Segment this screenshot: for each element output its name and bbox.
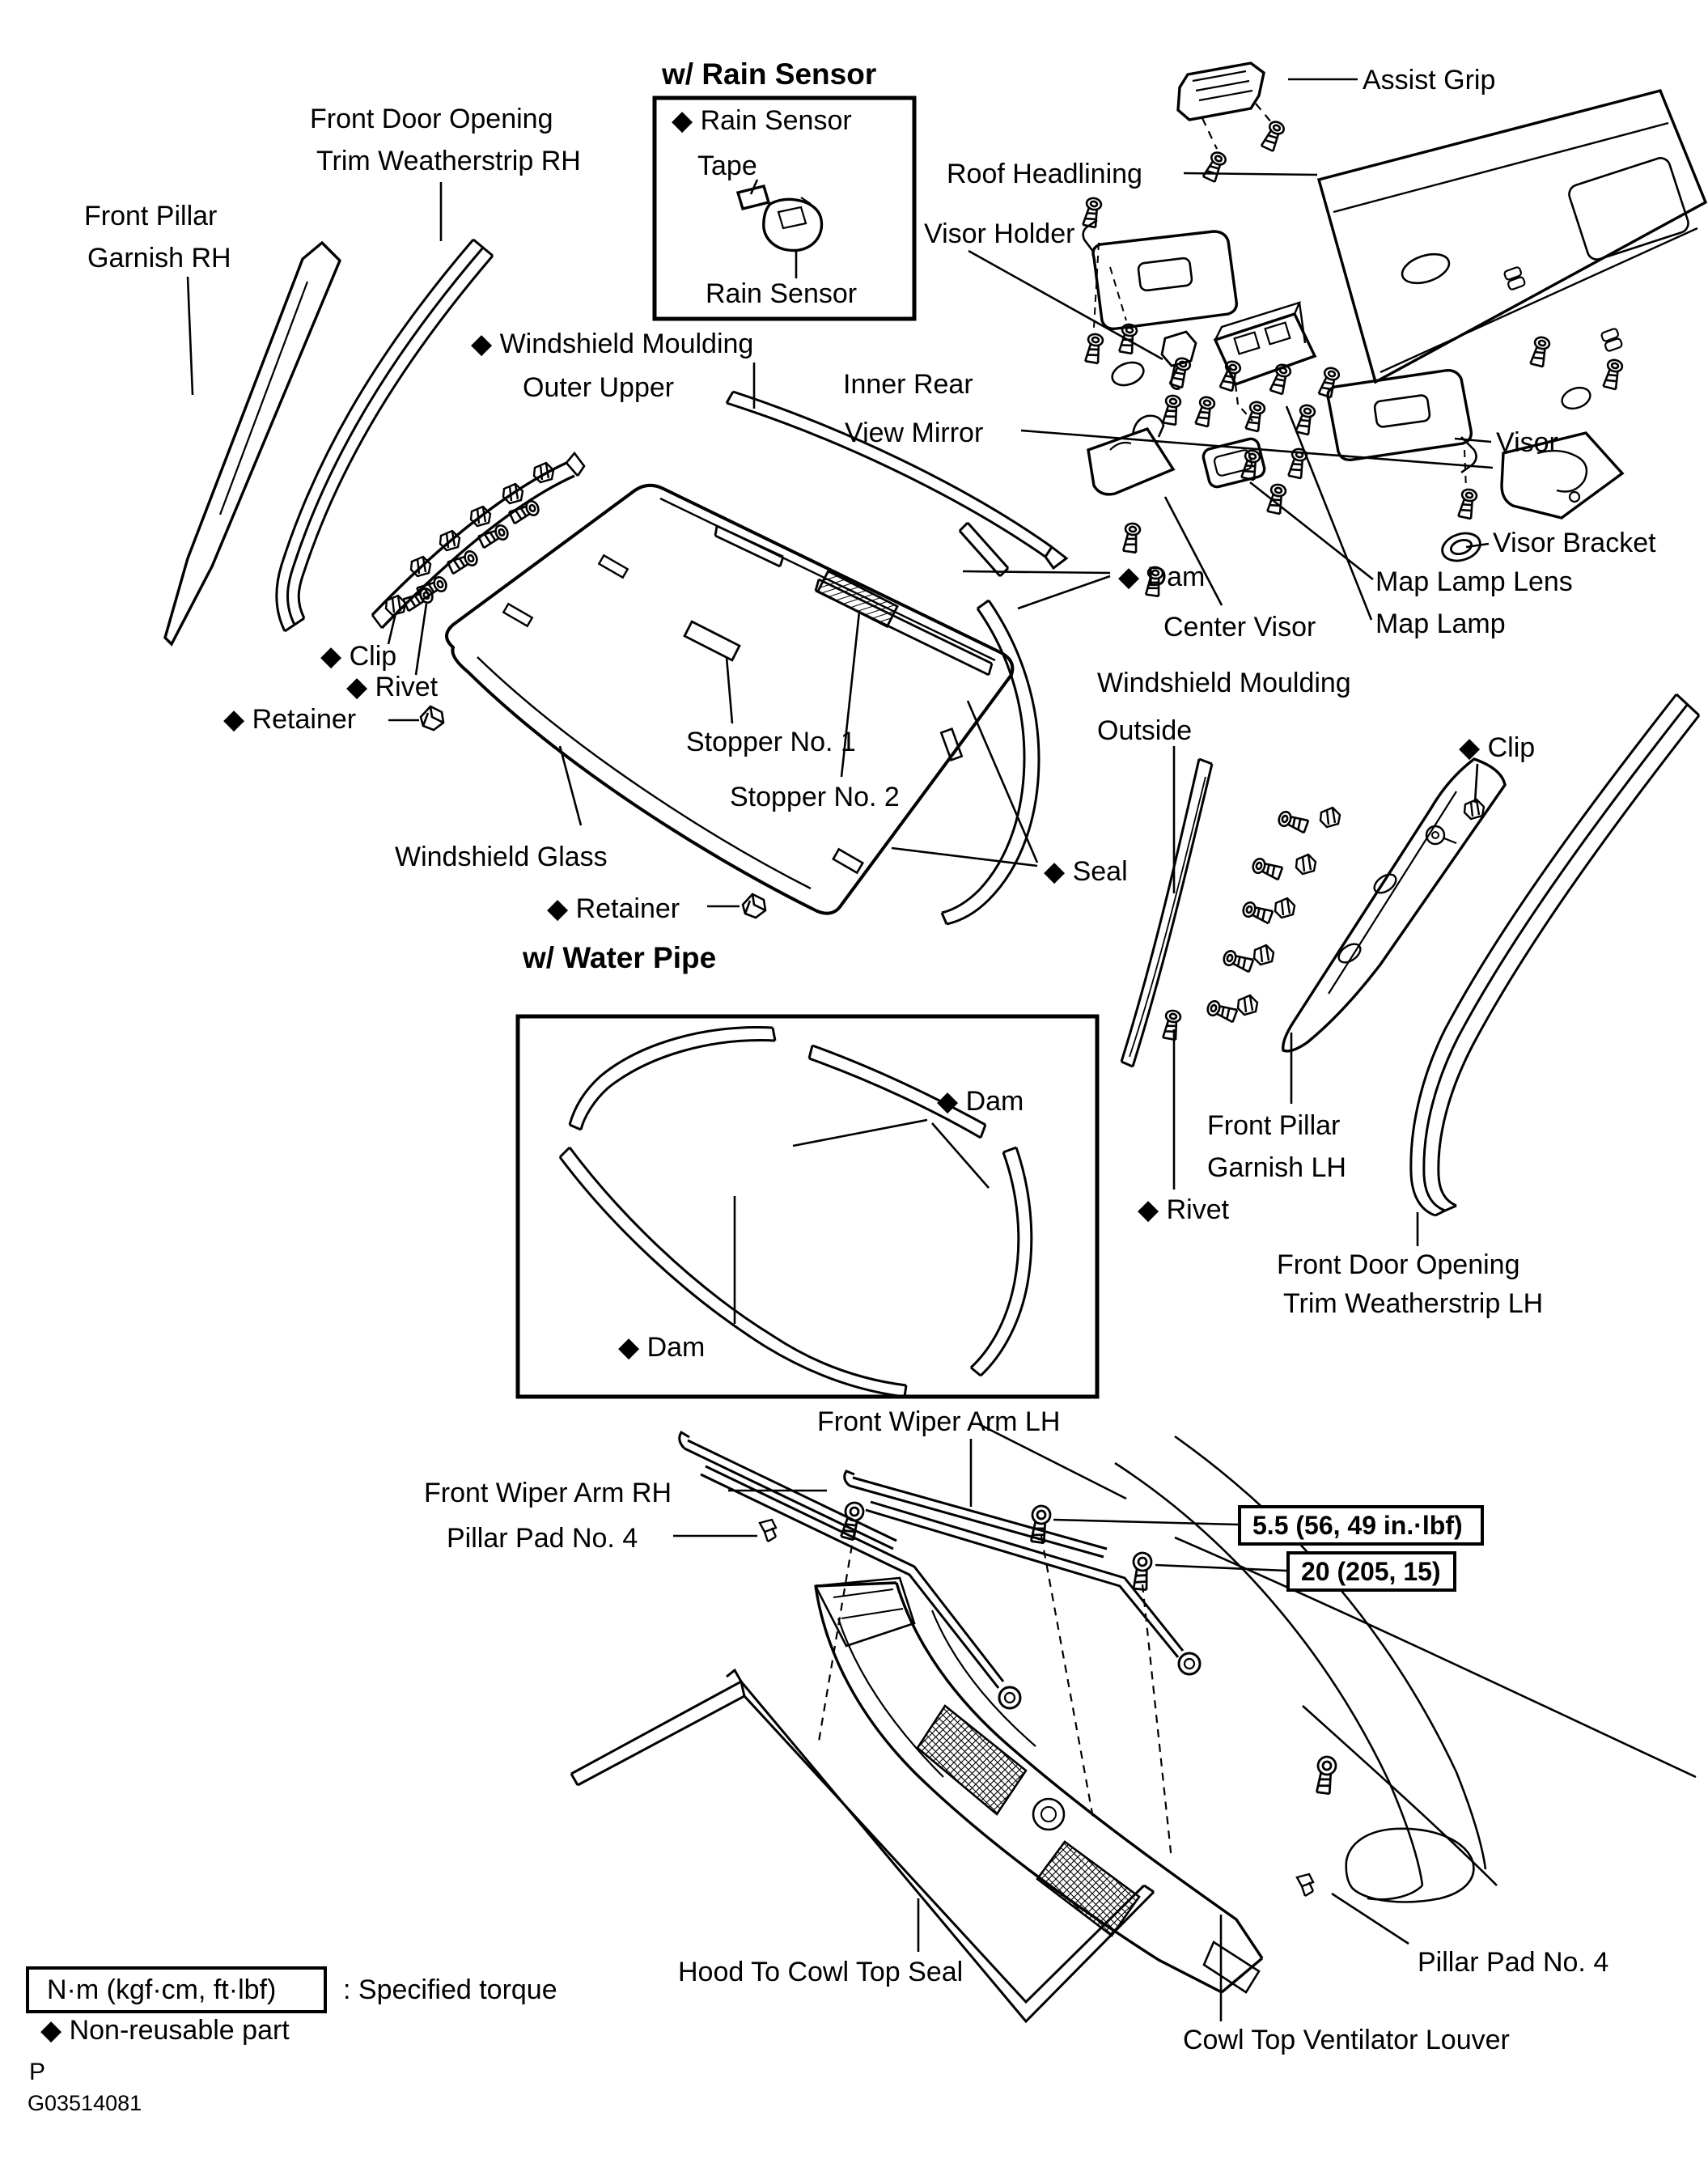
- label-visor-holder: Visor Holder: [924, 218, 1075, 249]
- rain-sensor-body: [764, 199, 822, 250]
- label-dam-right: ◆ Dam: [1118, 562, 1206, 592]
- label-fp-garnish-rh-1: Front Pillar: [84, 201, 218, 231]
- stopper-no2-part: [684, 621, 740, 660]
- weatherstrip-lh: [1411, 694, 1699, 1215]
- label-retainer-lower: ◆ Retainer: [547, 893, 680, 924]
- label-inner-mirror-1: Inner Rear: [843, 369, 973, 400]
- label-torque-20: 20 (205, 15): [1301, 1557, 1441, 1586]
- leader-lines: [188, 79, 1493, 2021]
- label-rain-sensor-name: Rain Sensor: [706, 278, 858, 309]
- label-fdo-trim-rh-1: Front Door Opening: [310, 104, 553, 134]
- glass-slot-1: [503, 604, 532, 626]
- labels-layer: [28, 57, 1656, 2115]
- roof-headlining-panel: [1319, 91, 1706, 382]
- screw-cluster: [1169, 357, 1341, 515]
- label-rain-sensor-item: ◆ Rain Sensor: [672, 105, 852, 136]
- windshield-moulding-outside-part: [1121, 759, 1484, 1067]
- label-map-lamp-lens: Map Lamp Lens: [1375, 566, 1573, 597]
- windshield-moulding-left-arc: [372, 453, 584, 628]
- label-dam-wp-bottom: ◆ Dam: [618, 1332, 706, 1363]
- door-mirror: [1346, 1829, 1474, 1902]
- label-visor: Visor: [1496, 427, 1558, 458]
- label-seal: ◆ Seal: [1044, 856, 1128, 887]
- label-fp-garnish-lh-1: Front Pillar: [1207, 1110, 1341, 1141]
- car-body-outline: [979, 1424, 1696, 1902]
- cowl-top-ventilator-louver-part: [816, 1578, 1337, 1992]
- label-wm-outside-1: Windshield Moulding: [1097, 668, 1351, 698]
- label-wm-outside-2: Outside: [1097, 715, 1193, 746]
- diagram-line-art: [165, 63, 1706, 2021]
- label-clip-left: ◆ Clip: [320, 641, 397, 672]
- label-page-marker: P: [29, 2059, 46, 2085]
- label-center-visor: Center Visor: [1163, 612, 1316, 643]
- visor-right: [1328, 371, 1477, 520]
- label-fdo-trim-lh-2: Trim Weatherstrip LH: [1283, 1288, 1544, 1319]
- wiper-bolt-20: [1131, 1552, 1152, 1590]
- front-pillar-garnish-rh: [165, 243, 340, 644]
- label-rivet-left: ◆ Rivet: [346, 672, 439, 702]
- pillar-pad-right-icon: [1297, 1874, 1313, 1896]
- label-wm-outer-upper-2: Outer Upper: [523, 372, 675, 403]
- label-pillar-pad-right: Pillar Pad No. 4: [1418, 1947, 1609, 1978]
- label-pillar-pad-left: Pillar Pad No. 4: [447, 1523, 638, 1554]
- retainer-lower-icon: [743, 894, 765, 918]
- label-assist-grip: Assist Grip: [1363, 65, 1496, 95]
- label-figure-code: G03514081: [28, 2091, 142, 2115]
- weatherstrip-rh: [277, 240, 493, 631]
- glass-slot-2: [599, 555, 627, 577]
- dashed-leaders: [819, 104, 1272, 1860]
- label-dam-wp-top: ◆ Dam: [937, 1086, 1024, 1117]
- retainer-left-icon: [421, 706, 443, 730]
- label-rivet-right: ◆ Rivet: [1138, 1194, 1230, 1225]
- label-visor-bracket: Visor Bracket: [1493, 528, 1656, 558]
- rain-sensor-inset-art: [738, 186, 822, 251]
- label-legend-torque: N·m (kgf·cm, ft·lbf): [47, 1974, 277, 2005]
- assist-grip-part: [1178, 63, 1286, 182]
- label-hood-cowl-seal: Hood To Cowl Top Seal: [678, 1957, 964, 1987]
- label-fdo-trim-rh-2: Trim Weatherstrip RH: [316, 146, 581, 176]
- label-rain-tape: Tape: [697, 151, 757, 181]
- label-windshield-glass: Windshield Glass: [395, 842, 608, 872]
- label-inner-mirror-2: View Mirror: [845, 418, 984, 448]
- label-fw-arm-lh: Front Wiper Arm LH: [817, 1406, 1061, 1437]
- wiper-bolt-55: [1028, 1505, 1051, 1544]
- label-retainer-left: ◆ Retainer: [223, 704, 357, 735]
- label-inset-rain-title: w/ Rain Sensor: [662, 57, 877, 91]
- pillar-pad-left-icon: [760, 1520, 776, 1542]
- label-clip-right: ◆ Clip: [1459, 732, 1536, 763]
- label-fp-garnish-lh-2: Garnish LH: [1207, 1152, 1346, 1183]
- label-fw-arm-rh: Front Wiper Arm RH: [424, 1478, 672, 1508]
- label-wm-outer-upper-1: ◆ Windshield Moulding: [471, 329, 754, 359]
- label-torque-55: 5.5 (56, 49 in.·lbf): [1252, 1511, 1463, 1540]
- label-fdo-trim-lh-1: Front Door Opening: [1277, 1249, 1520, 1280]
- label-map-lamp: Map Lamp: [1375, 609, 1506, 639]
- visor-left: [1082, 197, 1236, 425]
- visor-holder-part: [1162, 332, 1196, 389]
- label-inset-water-title: w/ Water Pipe: [523, 941, 717, 974]
- label-fp-garnish-rh-2: Garnish RH: [87, 243, 231, 274]
- label-stopper-2: Stopper No. 2: [730, 782, 900, 812]
- label-legend-nonreusable: ◆ Non-reusable part: [40, 2015, 290, 2046]
- glass-right-frame: [833, 523, 1039, 924]
- label-cowl-louver: Cowl Top Ventilator Louver: [1183, 2025, 1510, 2055]
- label-roof-headlining: Roof Headlining: [947, 159, 1142, 189]
- label-stopper-1: Stopper No. 1: [686, 727, 856, 757]
- visor-bracket-part: [1439, 528, 1484, 565]
- label-legend-torque-desc: : Specified torque: [343, 1974, 557, 2005]
- rivet-right-icon: [1162, 1010, 1181, 1041]
